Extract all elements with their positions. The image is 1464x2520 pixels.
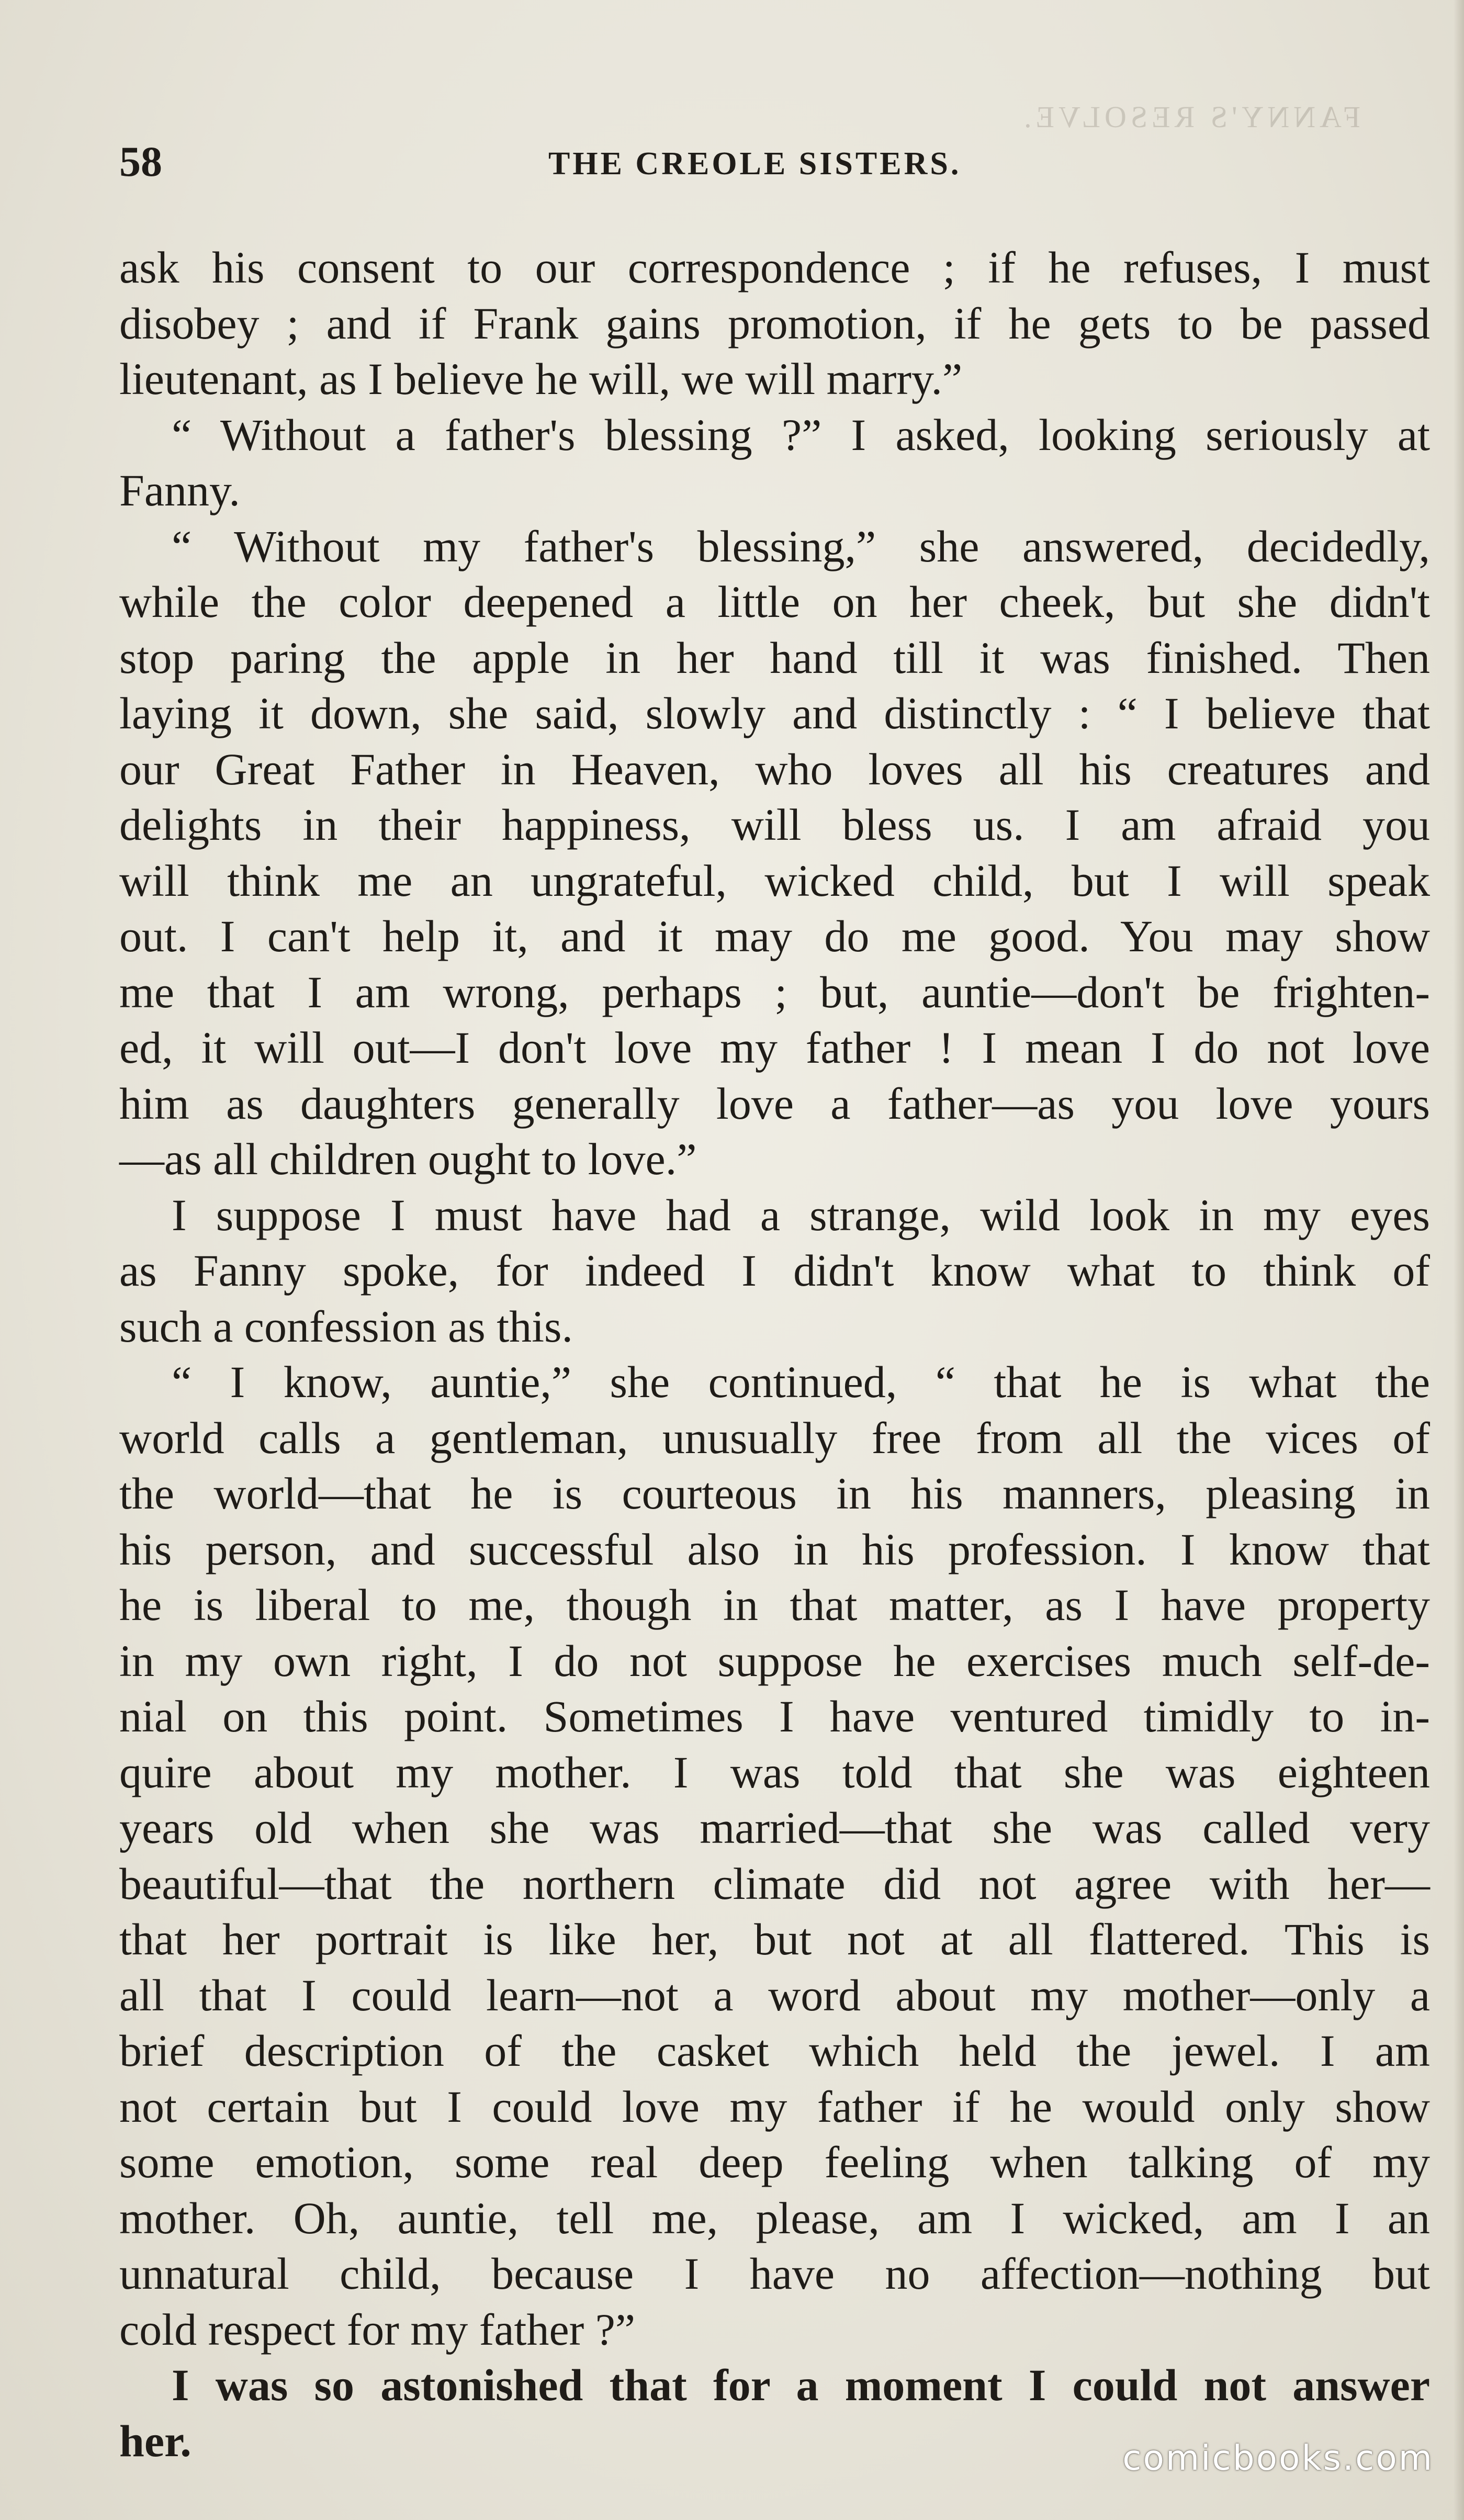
text-line: him as daughters generally love a father—as you love yours <box>119 1078 1430 1129</box>
text-line: all that I could learn—not a word about my mother—only a <box>119 1970 1430 2020</box>
text-line: beautiful—that the northern climate did not agree with her— <box>119 1858 1430 1909</box>
text-line: ed, it will out—I don't love my father ! I mean I do not love <box>119 1022 1430 1073</box>
text-line: such a confession as this. <box>119 1301 573 1352</box>
text-line: “ I know, auntie,” she continued, “ that he is what the <box>172 1357 1430 1407</box>
text-line: —as all children ought to love.” <box>119 1134 697 1184</box>
text-line: delights in their happiness, will bless us. I am afraid you <box>119 800 1430 850</box>
watermark: comicbooks.com <box>1122 2438 1434 2478</box>
page-header <box>119 137 1427 189</box>
text-line: not certain but I could love my father if he would only show <box>119 2081 1430 2132</box>
text-line: “ Without a father's blessing ?” I asked, looking seriously at <box>172 409 1430 460</box>
text-line: his person, and successful also in his profession. I know that <box>119 1524 1430 1574</box>
text-line: nial on this point. Sometimes I have ventured timidly to in- <box>119 1691 1430 1741</box>
text-line: years old when she was married—that she was called very <box>119 1803 1430 1853</box>
text-line: me that I am wrong, perhaps ; but, auntie—don't be frighten- <box>119 966 1430 1017</box>
text-line: will think me an ungrateful, wicked child, but I will speak <box>119 855 1430 906</box>
text-line: brief description of the casket which held the jewel. I am <box>119 2026 1430 2076</box>
text-line: ask his consent to our correspondence ; if he refuses, I must <box>119 242 1430 292</box>
text-line: Fanny. <box>119 465 240 515</box>
text-line: “ Without my father's blessing,” she answered, decidedly, <box>172 521 1430 571</box>
text-line: disobey ; and if Frank gains promotion, if he gets to be passed <box>119 298 1430 348</box>
text-line: lieutenant, as I believe he will, we will marry.” <box>119 354 963 404</box>
text-line: stop paring the apple in her hand till it was finished. Then <box>119 632 1430 683</box>
text-line: I suppose I must have had a strange, wild look in my eyes <box>172 1189 1430 1240</box>
text-line: out. I can't help it, and it may do me good. You may show <box>119 911 1430 961</box>
text-line: he is liberal to me, though in that matter, as I have property <box>119 1580 1430 1630</box>
text-line: quire about my mother. I was told that she was eighteen <box>119 1747 1430 1797</box>
text-line-final-word: her. <box>119 2415 192 2466</box>
text-line: laying it down, she said, slowly and distinctly : “ I believe that <box>119 688 1430 738</box>
text-line: unnatural child, because I have no affection—nothing but <box>119 2248 1430 2299</box>
text-line: that her portrait is like her, but not at all flattered. This is <box>119 1914 1430 1964</box>
text-line: while the color deepened a little on her cheek, but she didn't <box>119 577 1430 627</box>
running-title: THE CREOLE SISTERS. <box>548 146 962 182</box>
text-line: as Fanny spoke, for indeed I didn't know what to think of <box>119 1245 1430 1296</box>
page-number: 58 <box>119 138 162 185</box>
text-line: world calls a gentleman, unusually free from all the vices of <box>119 1412 1430 1463</box>
text-line: cold respect for my father ?” <box>119 2304 636 2355</box>
text-line: in my own right, I do not suppose he exercises much self-de- <box>119 1635 1430 1686</box>
text-line: I was so astonished that for a moment I could not answer <box>172 2360 1430 2410</box>
text-line: some emotion, some real deep feeling when talking of my <box>119 2137 1430 2187</box>
bleed-through-header: FANNY'S RESOLVE. <box>1020 100 1360 134</box>
text-line: our Great Father in Heaven, who loves all his creatures and <box>119 744 1430 794</box>
body-text <box>119 240 1430 2469</box>
text-line: the world—that he is courteous in his manners, pleasing in <box>119 1468 1430 1518</box>
page-edge-shadow <box>1454 0 1464 2520</box>
text-line: mother. Oh, auntie, tell me, please, am I wicked, am I an <box>119 2192 1430 2243</box>
